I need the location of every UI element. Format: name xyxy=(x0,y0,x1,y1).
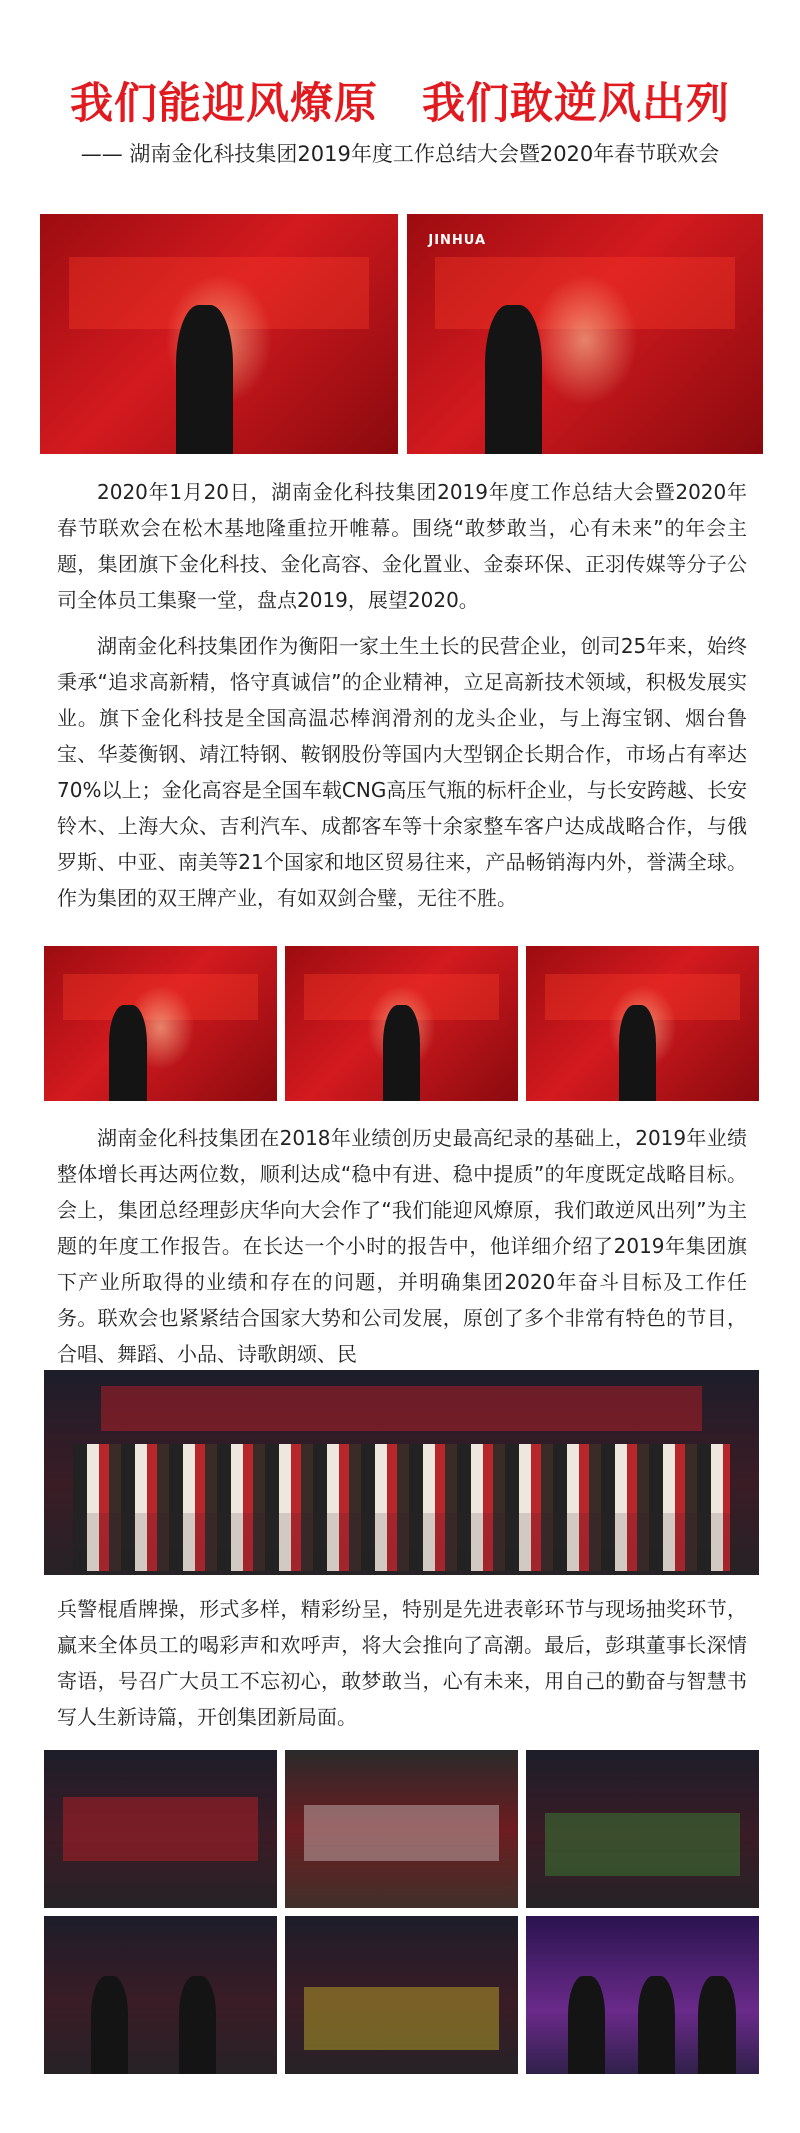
photo-dance xyxy=(44,1750,277,1908)
photo-host-speech xyxy=(40,214,398,454)
logo-text: JINHUA xyxy=(428,233,487,249)
photo-speaker-left xyxy=(44,946,277,1101)
photo-finale xyxy=(526,1916,759,2074)
photo-militia xyxy=(526,1750,759,1908)
article-paragraph-1: 2020年1月20日，湖南金化科技集团2019年度工作总结大会暨2020年春节联欢会在松木基地隆重拉开帷幕。围绕“敢梦敢当，心有未来”的年会主题，集团旗下金化科技、金化高容、金化置业、金泰环保、正羽传媒等分子公司全体员工集聚一堂，盘点2019，展望2020。 xyxy=(57,480,747,612)
page-title: 我们能迎风燎原 我们敢逆风出列 xyxy=(70,79,730,129)
page-subtitle: —— 湖南金化科技集团2019年度工作总结大会暨2020年春节联欢会 xyxy=(80,142,720,166)
article-paragraph-4: 兵警棍盾牌操，形式多样，精彩纷呈，特别是先进表彰环节与现场抽奖环节，赢来全体员工的喝彩声和欢呼声，将大会推向了高潮。最后，彭琪董事长深情寄语，号召广大员工不忘初心，敢梦敢当，心有未来，用自己的勤奋与智慧书写人生新诗篇，开创集团新局面。 xyxy=(57,1597,747,1729)
photo-skit xyxy=(44,1916,277,2074)
photo-group xyxy=(44,1370,759,1575)
photo-speaker-right xyxy=(526,946,759,1101)
photo-host-female xyxy=(285,946,518,1101)
photo-chorus xyxy=(285,1750,518,1908)
photo-award xyxy=(285,1916,518,2074)
photo-podium-speech xyxy=(407,214,763,454)
article-paragraph-2: 湖南金化科技集团作为衡阳一家土生土长的民营企业，创司25年来，始终秉承“追求高新精，恪守真诚信”的企业精神，立足高新技术领域，积极发展实业。旗下金化科技是全国高温芯棒润滑剂的龙头企业，与上海宝钢、烟台鲁宝、华菱衡钢、靖江特钢、鞍钢股份等国内大型钢企长期合作，市场占有率达70%以上；金化高容是全国车载CNG高压气瓶的标杆企业，与长安跨越、长安铃木、上海大众、吉利汽车、成都客车等十余家整车客户达成战略合作，与俄罗斯、中亚、南美等21个国家和地区贸易往来，产品畅销海内外，誉满全球。作为集团的双王牌产业，有如双剑合璧，无往不胜。 xyxy=(57,634,747,910)
article-paragraph-3: 湖南金化科技集团在2018年业绩创历史最高纪录的基础上，2019年业绩整体增长再达两位数，顺利达成“稳中有进、稳中提质”的年度既定战略目标。会上，集团总经理彭庆华向大会作了“我们能迎风燎原，我们敢逆风出列”为主题的年度工作报告。在长达一个小时的报告中，他详细介绍了2019年集团旗下产业所取得的业绩和存在的问题，并明确集团2020年奋斗目标及工作任务。联欢会也紧紧结合国家大势和公司发展，原创了多个非常有特色的节目，合唱、舞蹈、小品、诗歌朗颂、民 xyxy=(57,1126,747,1366)
